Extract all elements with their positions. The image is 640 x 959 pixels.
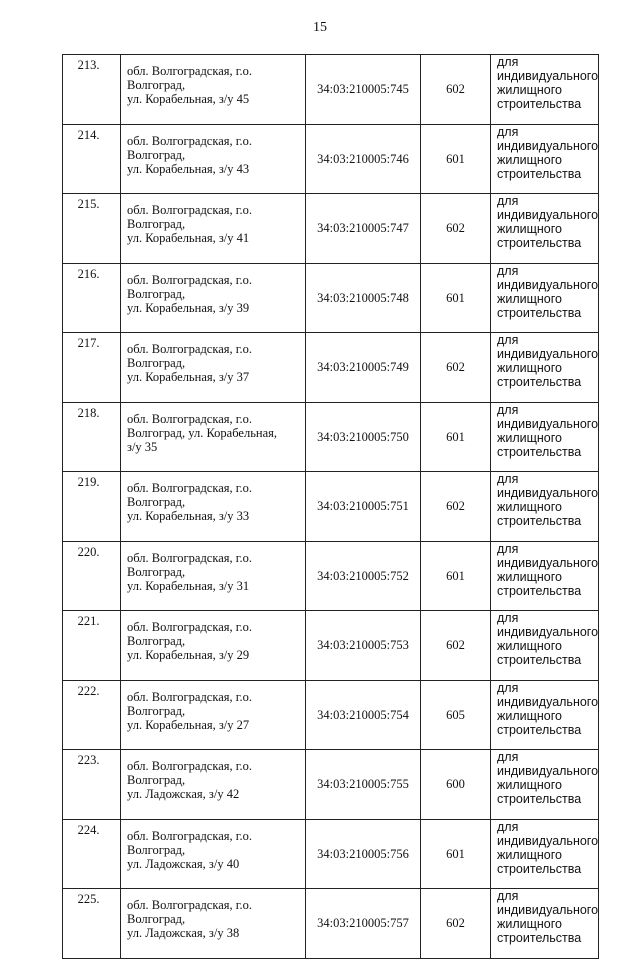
permitted-use-line: жилищного xyxy=(497,291,562,306)
permitted-use-line: для xyxy=(497,333,519,347)
permitted-use-line: строительства xyxy=(497,375,582,389)
address-line: обл. Волгоградская, г.о. xyxy=(127,272,252,287)
permitted-use-line: для xyxy=(497,472,519,486)
row-number: 218. xyxy=(77,405,100,420)
row-number-cell xyxy=(63,680,121,750)
address-line: обл. Волгоградская, г.о. xyxy=(127,203,252,217)
table-row xyxy=(63,889,599,959)
address-line: Волгоград, xyxy=(127,217,186,231)
area-value: 602 xyxy=(421,611,491,681)
cadastral-number: 34:03:210005:746 xyxy=(306,124,421,194)
permitted-use-line: для xyxy=(497,889,519,903)
permitted-use-line: индивидуального xyxy=(497,277,599,292)
permitted-use-line: строительства xyxy=(497,97,582,111)
permitted-use-line: для xyxy=(497,680,519,695)
row-number-cell xyxy=(63,55,121,125)
row-number: 222. xyxy=(77,683,100,698)
land-plots-table xyxy=(62,54,599,959)
address-cell xyxy=(121,889,306,959)
address-line: Волгоград, xyxy=(127,703,186,718)
table-row xyxy=(63,333,599,403)
row-number: 215. xyxy=(77,197,100,211)
address-line: обл. Волгоградская, г.о. xyxy=(127,64,252,78)
address-cell xyxy=(121,333,306,403)
address-line: ул. Корабельная, з/у 33 xyxy=(127,509,250,523)
permitted-use-line: строительства xyxy=(497,722,582,737)
row-number-cell xyxy=(63,333,121,403)
cadastral-number: 34:03:210005:749 xyxy=(306,333,421,403)
permitted-use-line: жилищного xyxy=(497,569,562,584)
permitted-use-line: строительства xyxy=(497,444,582,459)
permitted-use-cell xyxy=(491,750,599,820)
row-number-cell xyxy=(63,194,121,264)
permitted-use-cell xyxy=(491,541,599,611)
cadastral-number: 34:03:210005:745 xyxy=(306,55,421,125)
address-line: обл. Волгоградская, г.о. xyxy=(127,133,252,148)
table-row xyxy=(63,472,599,542)
table-row xyxy=(63,402,599,472)
address-line: з/у 35 xyxy=(127,439,158,454)
permitted-use-line: жилищного xyxy=(497,152,562,167)
permitted-use-line: жилищного xyxy=(497,778,562,792)
table-row xyxy=(63,541,599,611)
address-line: ул. Корабельная, з/у 45 xyxy=(127,92,250,106)
address-line: ул. Ладожская, з/у 38 xyxy=(127,926,240,940)
address-line: Волгоград, xyxy=(127,147,186,162)
address-cell xyxy=(121,680,306,750)
table-row xyxy=(63,194,599,264)
address-cell xyxy=(121,472,306,542)
permitted-use-cell xyxy=(491,124,599,194)
permitted-use-line: индивидуального xyxy=(497,347,599,361)
address-line: Волгоград, xyxy=(127,78,186,92)
permitted-use-cell xyxy=(491,55,599,125)
area-value: 601 xyxy=(421,124,491,194)
cadastral-number: 34:03:210005:755 xyxy=(306,750,421,820)
permitted-use-line: для xyxy=(497,263,519,278)
address-cell xyxy=(121,750,306,820)
permitted-use-line: жилищного xyxy=(497,361,562,375)
address-cell xyxy=(121,611,306,681)
permitted-use-line: строительства xyxy=(497,305,582,320)
permitted-use-line: жилищного xyxy=(497,222,562,236)
permitted-use-line: строительства xyxy=(497,861,582,876)
permitted-use-line: жилищного xyxy=(497,708,562,723)
area-value: 602 xyxy=(421,194,491,264)
address-line: обл. Волгоградская, г.о. xyxy=(127,759,252,773)
address-line: ул. Корабельная, з/у 43 xyxy=(127,161,250,176)
address-line: Волгоград, xyxy=(127,495,186,509)
permitted-use-line: строительства xyxy=(497,792,582,806)
table-row xyxy=(63,611,599,681)
address-line: обл. Волгоградская, г.о. xyxy=(127,689,252,704)
permitted-use-line: индивидуального xyxy=(497,138,599,153)
address-line: ул. Ладожская, з/у 42 xyxy=(127,787,240,801)
table-row xyxy=(63,680,599,750)
cadastral-number: 34:03:210005:757 xyxy=(306,889,421,959)
area-value: 602 xyxy=(421,889,491,959)
address-line: обл. Волгоградская, г.о. xyxy=(127,828,252,843)
address-cell xyxy=(121,819,306,889)
address-line: Волгоград, xyxy=(127,634,186,648)
permitted-use-line: строительства xyxy=(497,236,582,250)
permitted-use-line: жилищного xyxy=(497,500,562,514)
address-line: обл. Волгоградская, г.о. xyxy=(127,411,252,426)
cadastral-number: 34:03:210005:747 xyxy=(306,194,421,264)
permitted-use-line: жилищного xyxy=(497,847,562,862)
permitted-use-line: жилищного xyxy=(497,83,562,97)
permitted-use-line: для xyxy=(497,819,519,834)
permitted-use-line: индивидуального xyxy=(497,764,599,778)
permitted-use-line: жилищного xyxy=(497,639,562,653)
address-line: ул. Корабельная, з/у 27 xyxy=(127,717,250,732)
area-value: 601 xyxy=(421,402,491,472)
row-number: 219. xyxy=(77,475,100,489)
permitted-use-cell xyxy=(491,889,599,959)
address-line: обл. Волгоградская, г.о. xyxy=(127,620,252,634)
permitted-use-line: индивидуального xyxy=(497,555,599,570)
row-number: 217. xyxy=(77,336,100,350)
address-line: обл. Волгоградская, г.о. xyxy=(127,898,252,912)
row-number-cell xyxy=(63,819,121,889)
area-value: 602 xyxy=(421,472,491,542)
permitted-use-line: строительства xyxy=(497,514,582,528)
table-row xyxy=(63,263,599,333)
address-cell xyxy=(121,541,306,611)
permitted-use-line: строительства xyxy=(497,583,582,598)
row-number: 221. xyxy=(77,614,100,628)
area-value: 602 xyxy=(421,333,491,403)
row-number: 216. xyxy=(77,266,100,281)
row-number: 223. xyxy=(77,753,100,767)
permitted-use-cell xyxy=(491,680,599,750)
permitted-use-line: индивидуального xyxy=(497,486,599,500)
address-cell xyxy=(121,55,306,125)
row-number-cell xyxy=(63,611,121,681)
address-line: ул. Корабельная, з/у 31 xyxy=(127,578,250,593)
permitted-use-line: для xyxy=(497,541,519,556)
address-line: Волгоград, ул. Корабельная, xyxy=(127,425,278,440)
area-value: 601 xyxy=(421,541,491,611)
cadastral-number: 34:03:210005:750 xyxy=(306,402,421,472)
table-row xyxy=(63,819,599,889)
permitted-use-line: для xyxy=(497,55,519,69)
address-cell xyxy=(121,194,306,264)
permitted-use-line: индивидуального xyxy=(497,903,599,917)
address-line: ул. Корабельная, з/у 37 xyxy=(127,370,250,384)
permitted-use-line: для xyxy=(497,194,519,208)
permitted-use-cell xyxy=(491,819,599,889)
address-line: Волгоград, xyxy=(127,356,186,370)
address-line: ул. Корабельная, з/у 29 xyxy=(127,648,250,662)
table-body xyxy=(63,55,599,959)
cadastral-number: 34:03:210005:748 xyxy=(306,263,421,333)
row-number-cell xyxy=(63,124,121,194)
table-row xyxy=(63,124,599,194)
address-line: обл. Волгоградская, г.о. xyxy=(127,342,252,356)
permitted-use-line: индивидуального xyxy=(497,69,599,83)
address-line: обл. Волгоградская, г.о. xyxy=(127,550,252,565)
permitted-use-line: индивидуального xyxy=(497,694,599,709)
address-line: ул. Корабельная, з/у 41 xyxy=(127,231,250,245)
permitted-use-line: для xyxy=(497,750,519,764)
row-number-cell xyxy=(63,472,121,542)
address-line: Волгоград, xyxy=(127,842,186,857)
permitted-use-line: индивидуального xyxy=(497,833,599,848)
address-cell xyxy=(121,263,306,333)
address-cell xyxy=(121,124,306,194)
row-number: 225. xyxy=(77,892,100,906)
row-number: 213. xyxy=(77,58,100,72)
permitted-use-cell xyxy=(491,263,599,333)
permitted-use-cell xyxy=(491,333,599,403)
address-line: Волгоград, xyxy=(127,564,186,579)
row-number-cell xyxy=(63,263,121,333)
cadastral-number: 34:03:210005:753 xyxy=(306,611,421,681)
address-line: ул. Ладожская, з/у 40 xyxy=(127,856,240,871)
permitted-use-line: жилищного xyxy=(497,430,562,445)
cadastral-number: 34:03:210005:754 xyxy=(306,680,421,750)
address-line: Волгоград, xyxy=(127,286,186,301)
permitted-use-line: жилищного xyxy=(497,917,562,931)
row-number: 224. xyxy=(77,822,100,837)
row-number-cell xyxy=(63,402,121,472)
permitted-use-line: для xyxy=(497,611,519,625)
permitted-use-cell xyxy=(491,472,599,542)
cadastral-number: 34:03:210005:756 xyxy=(306,819,421,889)
row-number-cell xyxy=(63,889,121,959)
area-value: 601 xyxy=(421,263,491,333)
address-line: Волгоград, xyxy=(127,773,186,787)
permitted-use-line: строительства xyxy=(497,931,582,945)
permitted-use-line: строительства xyxy=(497,166,582,181)
address-line: обл. Волгоградская, г.о. xyxy=(127,481,252,495)
area-value: 602 xyxy=(421,55,491,125)
page-number: 15 xyxy=(313,20,327,35)
cadastral-number: 34:03:210005:752 xyxy=(306,541,421,611)
table-row xyxy=(63,750,599,820)
permitted-use-cell xyxy=(491,402,599,472)
permitted-use-line: индивидуального xyxy=(497,416,599,431)
permitted-use-line: строительства xyxy=(497,653,582,667)
permitted-use-line: индивидуального xyxy=(497,208,599,222)
area-value: 605 xyxy=(421,680,491,750)
permitted-use-cell xyxy=(491,194,599,264)
permitted-use-line: для xyxy=(497,402,519,417)
area-value: 601 xyxy=(421,819,491,889)
permitted-use-line: для xyxy=(497,124,519,139)
address-line: Волгоград, xyxy=(127,912,186,926)
permitted-use-line: индивидуального xyxy=(497,625,599,639)
address-line: ул. Корабельная, з/у 39 xyxy=(127,300,250,315)
row-number-cell xyxy=(63,750,121,820)
area-value: 600 xyxy=(421,750,491,820)
row-number-cell xyxy=(63,541,121,611)
row-number: 214. xyxy=(77,127,100,142)
cadastral-number: 34:03:210005:751 xyxy=(306,472,421,542)
permitted-use-cell xyxy=(491,611,599,681)
table-row xyxy=(63,55,599,125)
row-number: 220. xyxy=(77,544,100,559)
address-cell xyxy=(121,402,306,472)
